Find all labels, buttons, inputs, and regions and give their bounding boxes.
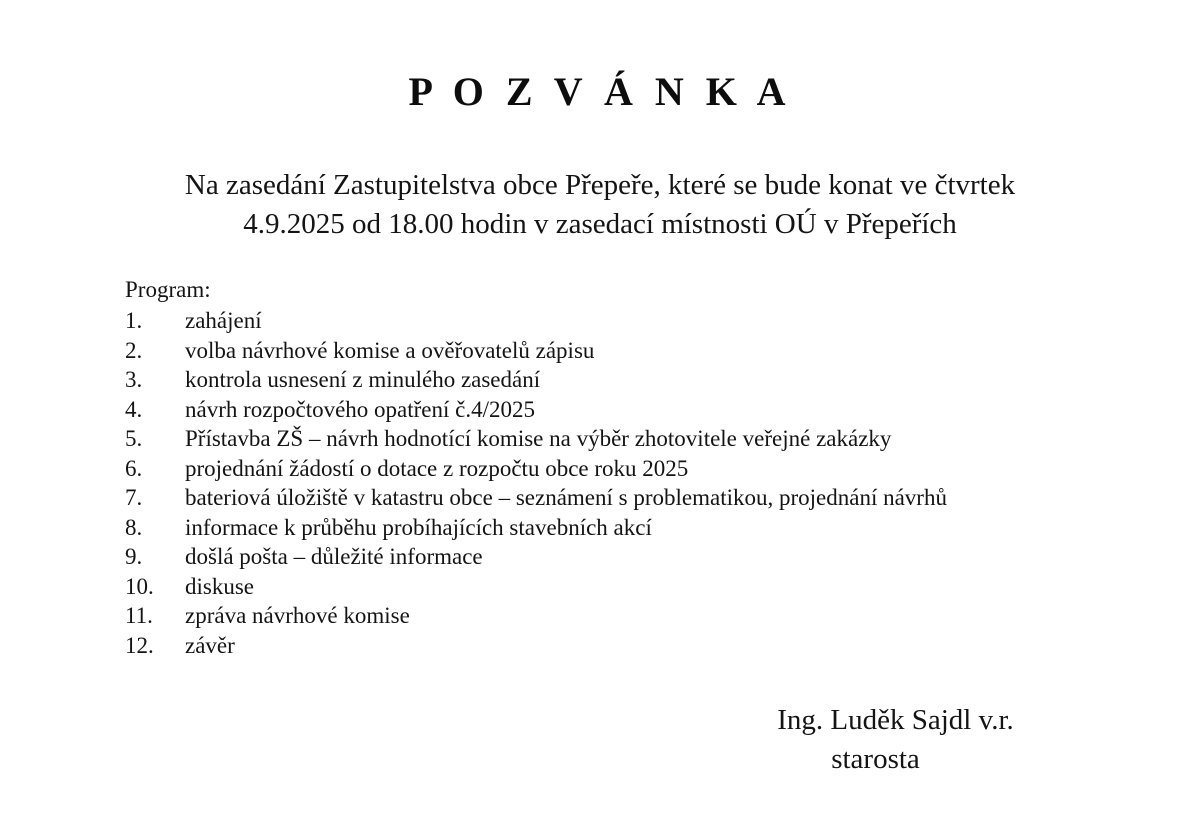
list-item-number: 9. <box>125 544 143 569</box>
document-title: P O Z V Á N K A <box>408 69 792 114</box>
list-item <box>125 336 1105 366</box>
intro-paragraph <box>0 166 1200 244</box>
list-item-number: 6. <box>125 455 143 481</box>
list-item-text: zahájení <box>185 308 262 333</box>
program-label: Program: <box>125 277 211 302</box>
intro-line-1: Na zasedání Zastupitelstva obce Přepeře, které se bude konat ve čtvrtek <box>184 169 1016 201</box>
list-item-number: 2. <box>125 337 143 363</box>
list-item-text: diskuse <box>185 573 254 599</box>
signature-name: Ing. Luděk Sajdl v.r. <box>777 704 1014 736</box>
list-item <box>125 424 1105 454</box>
list-item-text: návrh rozpočtového opatření č.4/2025 <box>185 396 535 422</box>
list-item <box>125 601 1105 631</box>
list-item-text: závěr <box>185 632 235 658</box>
list-item-text: došlá pošta – důležité informace <box>185 544 483 569</box>
list-item-number: 12. <box>125 632 154 658</box>
list-item <box>125 395 1105 425</box>
list-item-text: bateriová úložiště v katastru obce – seznámení s problematikou, projednání návrhů <box>185 485 947 510</box>
list-item <box>125 454 1105 484</box>
list-item-number: 7. <box>125 485 143 510</box>
list-item <box>125 365 1105 395</box>
list-item-number: 10. <box>125 573 154 599</box>
list-item-number: 11. <box>125 603 153 628</box>
list-item <box>125 542 1105 572</box>
list-item <box>125 631 1105 661</box>
signature-role: starosta <box>831 743 920 775</box>
list-item-text: zpráva návrhové komise <box>185 603 410 628</box>
list-item-text: Přístavba ZŠ – návrh hodnotící komise na výběr zhotovitele veřejné zakázky <box>185 426 892 451</box>
list-item-number: 4. <box>125 396 143 422</box>
list-item <box>125 306 1105 336</box>
intro-line-2: 4.9.2025 od 18.00 hodin v zasedací místnosti OÚ v Přepeřích <box>243 208 957 240</box>
list-item-text: informace k průběhu probíhajících stavebních akcí <box>185 514 652 540</box>
list-item-number: 1. <box>125 308 143 333</box>
list-item-text: kontrola usnesení z minulého zasedání <box>185 367 541 392</box>
signature-block <box>748 701 1043 779</box>
list-item-number: 3. <box>125 367 143 392</box>
list-item-number: 8. <box>125 514 143 540</box>
list-item <box>125 483 1105 513</box>
list-item <box>125 572 1105 602</box>
program-list <box>125 306 1105 660</box>
list-item-text: projednání žádostí o dotace z rozpočtu obce roku 2025 <box>185 455 689 481</box>
list-item-number: 5. <box>125 426 143 451</box>
list-item <box>125 513 1105 543</box>
list-item-text: volba návrhové komise a ověřovatelů zápisu <box>185 337 595 363</box>
